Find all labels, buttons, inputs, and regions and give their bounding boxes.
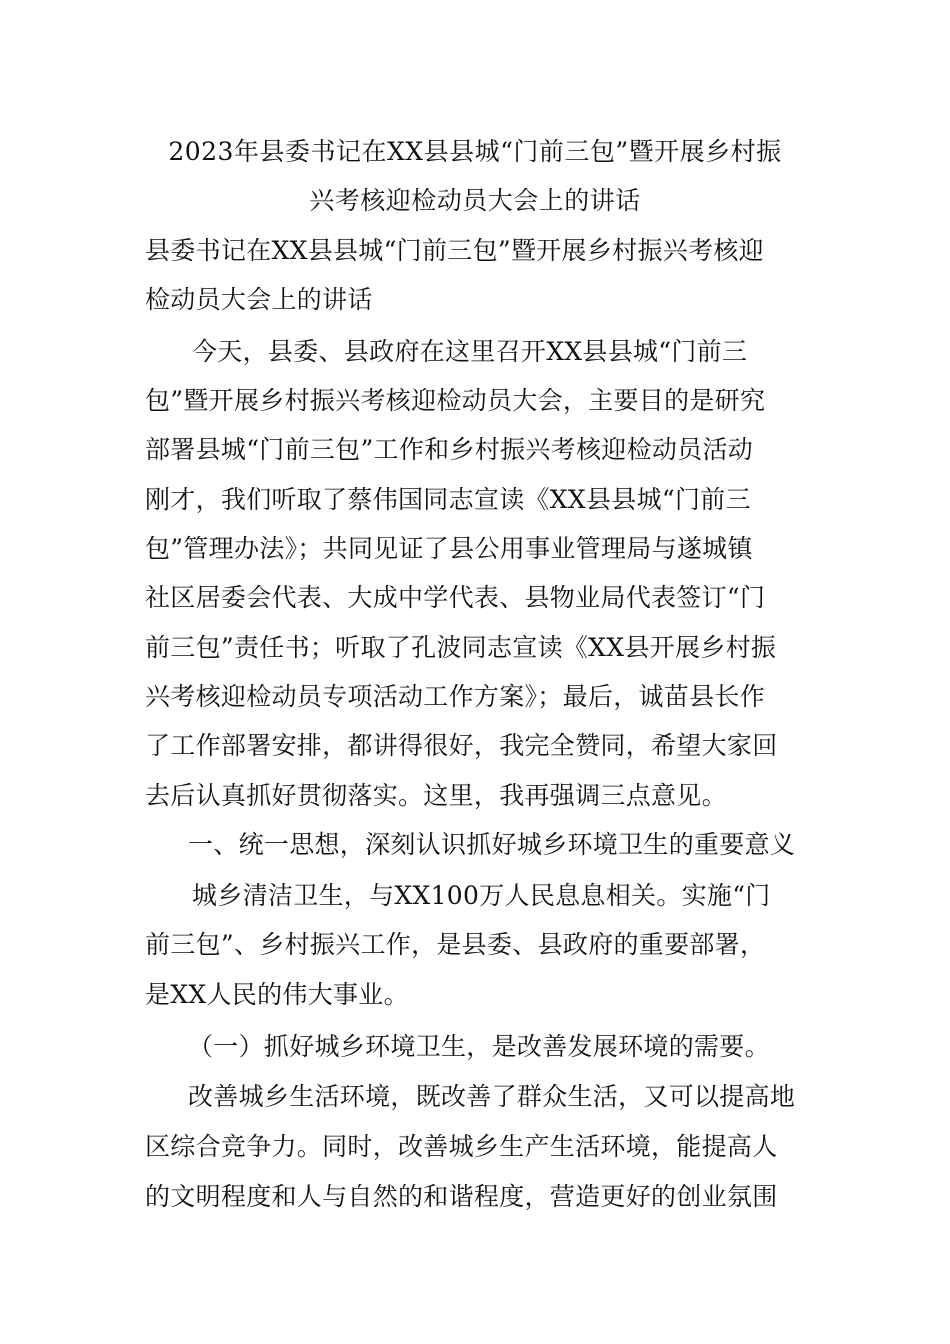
paragraph-1-line-10: 去后认真抓好贯彻落实。这里，我再强调三点意见。	[145, 781, 727, 810]
paragraph-3-line-3: 的文明程度和人与自然的和谐程度，营造更好的创业氛围	[145, 1182, 778, 1211]
paragraph-2-line-1: 城乡清洁卫生，与XX100万人民息息相关。实施“门	[192, 881, 771, 910]
paragraph-1-line-3: 部署县城“门前三包”工作和乡村振兴考核迎检动员活动	[145, 435, 754, 464]
paragraph-1-line-5: 包”管理办法》；共同见证了县公用事业管理局与遂城镇	[145, 534, 753, 563]
paragraph-1-line-9: 了工作部署安排，都讲得很好，我完全赞同，希望大家回	[145, 731, 778, 760]
document-title-line-1: 2023年县委书记在XX县县城“门前三包”暨开展乡村振	[168, 137, 782, 166]
subtitle-line-1: 县委书记在XX县县城“门前三包”暨开展乡村振兴考核迎	[145, 236, 764, 265]
paragraph-1-line-7: 前三包”责任书；听取了孔波同志宣读《XX县开展乡村振	[145, 633, 777, 662]
paragraph-1-line-4: 刚才，我们听取了蔡伟国同志宣读《XX县县城“门前三	[145, 485, 751, 514]
section-1-heading: 一、统一思想，深刻认识抓好城乡环境卫生的重要意义	[188, 830, 796, 859]
paragraph-1-line-2: 包”暨开展乡村振兴考核迎检动员大会，主要目的是研究	[145, 386, 766, 415]
subtitle-line-2: 检动员大会上的讲话	[145, 285, 373, 314]
paragraph-2-line-3: 是XX人民的伟大事业。	[145, 980, 409, 1009]
document-title-line-2: 兴考核迎检动员大会上的讲话	[309, 186, 641, 215]
paragraph-1-line-8: 兴考核迎检动员专项活动工作方案》；最后，诚苗县长作	[145, 682, 766, 711]
paragraph-2-line-2: 前三包”、乡村振兴工作，是县委、县政府的重要部署，	[145, 930, 766, 959]
paragraph-3-line-2: 区综合竞争力。同时，改善城乡生产生活环境，能提高人	[145, 1132, 778, 1161]
subsection-1-heading: （一）抓好城乡环境卫生，是改善发展环境的需要。	[188, 1032, 770, 1061]
paragraph-1-line-6: 社区居委会代表、大成中学代表、县物业局代表签订“门	[145, 583, 766, 612]
paragraph-1-line-1: 今天，县委、县政府在这里召开XX县县城“门前三	[192, 337, 748, 366]
paragraph-3-line-1: 改善城乡生活环境，既改善了群众生活，又可以提高地	[188, 1082, 796, 1111]
